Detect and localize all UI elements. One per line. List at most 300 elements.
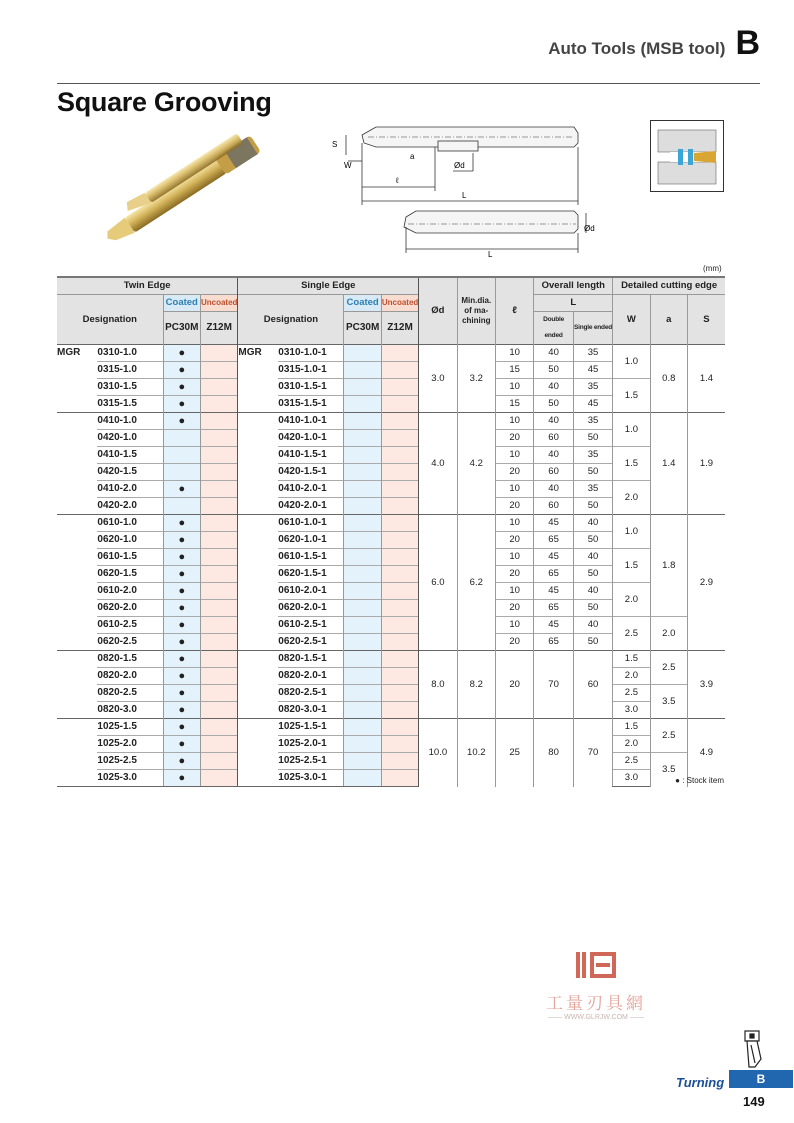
label-a: a	[410, 152, 415, 161]
length-l: 10	[495, 413, 533, 430]
length-l: 20	[495, 651, 533, 719]
twin-coated-stock: ●	[163, 685, 200, 702]
prefix-cell	[238, 413, 278, 430]
th-twin-edge: Twin Edge	[57, 277, 238, 295]
th-twin-designation: Designation	[57, 295, 163, 345]
single-designation: 0620-1.5-1	[278, 566, 344, 583]
od-value: 8.0	[419, 651, 457, 719]
single-uncoated-stock	[381, 770, 418, 787]
twin-designation: 0310-1.5	[97, 379, 163, 396]
twin-uncoated-stock	[200, 583, 237, 600]
prefix-cell	[57, 430, 97, 447]
single-uncoated-stock	[381, 447, 418, 464]
twin-uncoated-stock	[200, 447, 237, 464]
prefix-cell	[57, 498, 97, 515]
length-double: 65	[534, 600, 573, 617]
single-uncoated-stock	[381, 719, 418, 736]
twin-uncoated-stock	[200, 685, 237, 702]
header-rule	[57, 83, 760, 84]
single-designation: 0315-1.5-1	[278, 396, 344, 413]
twin-designation: 1025-2.5	[97, 753, 163, 770]
twin-designation: 0420-2.0	[97, 498, 163, 515]
single-coated-stock	[344, 617, 381, 634]
twin-uncoated-stock	[200, 668, 237, 685]
single-uncoated-stock	[381, 651, 418, 668]
single-designation: 0610-1.0-1	[278, 515, 344, 532]
label-od2: Ød	[584, 224, 595, 233]
length-single: 50	[573, 600, 612, 617]
twin-coated-stock: ●	[163, 413, 200, 430]
twin-designation: 0820-1.5	[97, 651, 163, 668]
single-coated-stock	[344, 379, 381, 396]
footer-section-label: Turning	[676, 1075, 725, 1090]
length-double: 50	[534, 396, 573, 413]
length-l: 10	[495, 345, 533, 362]
twin-coated-stock: ●	[163, 617, 200, 634]
twin-coated-stock: ●	[163, 345, 200, 362]
prefix-cell	[238, 617, 278, 634]
table-row	[57, 668, 725, 685]
single-uncoated-stock	[381, 362, 418, 379]
footer-section-letter: B	[729, 1070, 793, 1088]
watermark-text: 工量刃具網	[546, 994, 646, 1013]
single-coated-stock	[344, 753, 381, 770]
th-single-coated: Coated	[344, 295, 381, 312]
single-uncoated-stock	[381, 549, 418, 566]
th-single-ended: Single ended	[573, 312, 612, 345]
twin-coated-stock: ●	[163, 600, 200, 617]
prefix-cell	[57, 583, 97, 600]
length-single: 45	[573, 396, 612, 413]
single-uncoated-stock	[381, 600, 418, 617]
twin-designation: 0820-2.5	[97, 685, 163, 702]
twin-coated-stock	[163, 447, 200, 464]
prefix-cell	[238, 396, 278, 413]
single-designation: 0310-1.5-1	[278, 379, 344, 396]
prefix-cell	[238, 362, 278, 379]
length-single: 50	[573, 532, 612, 549]
length-double: 65	[534, 532, 573, 549]
label-w: W	[344, 161, 352, 170]
th-l-small: ℓ	[495, 277, 533, 345]
single-designation: 0420-2.0-1	[278, 498, 344, 515]
length-double: 40	[534, 447, 573, 464]
prefix-cell	[238, 379, 278, 396]
min-dia-value: 6.2	[457, 515, 495, 651]
twin-designation: 0620-2.0	[97, 600, 163, 617]
single-coated-stock	[344, 583, 381, 600]
length-l: 20	[495, 430, 533, 447]
length-double: 60	[534, 464, 573, 481]
length-double: 45	[534, 583, 573, 600]
single-coated-stock	[344, 345, 381, 362]
single-designation: 0310-1.0-1	[278, 345, 344, 362]
twin-designation: 0420-1.0	[97, 430, 163, 447]
a-value: 1.8	[650, 515, 687, 617]
prefix-cell	[57, 668, 97, 685]
length-ls: 70	[573, 719, 612, 787]
label-s: S	[332, 140, 338, 149]
single-designation: 1025-3.0-1	[278, 770, 344, 787]
twin-coated-stock: ●	[163, 770, 200, 787]
length-l: 15	[495, 362, 533, 379]
length-single: 40	[573, 549, 612, 566]
s-value: 2.9	[687, 515, 725, 651]
twin-designation: 0315-1.5	[97, 396, 163, 413]
page-number: 149	[743, 1094, 765, 1109]
technical-drawing	[328, 113, 608, 263]
table-row	[57, 736, 725, 753]
length-l: 20	[495, 532, 533, 549]
prefix-cell	[57, 617, 97, 634]
w-value: 1.5	[613, 719, 650, 736]
twin-coated-stock: ●	[163, 379, 200, 396]
length-l: 10	[495, 583, 533, 600]
twin-designation: 0410-2.0	[97, 481, 163, 498]
prefix-cell	[57, 634, 97, 651]
twin-coated-stock: ●	[163, 532, 200, 549]
single-designation: 1025-2.5-1	[278, 753, 344, 770]
twin-uncoated-stock	[200, 770, 237, 787]
th-pc30m-single: PC30M	[344, 312, 381, 345]
twin-designation: 0620-1.0	[97, 532, 163, 549]
single-designation: 0420-1.5-1	[278, 464, 344, 481]
single-uncoated-stock	[381, 634, 418, 651]
twin-uncoated-stock	[200, 736, 237, 753]
th-W: W	[613, 295, 650, 345]
single-designation: 0820-2.0-1	[278, 668, 344, 685]
length-single: 35	[573, 481, 612, 498]
single-uncoated-stock	[381, 583, 418, 600]
twin-uncoated-stock	[200, 362, 237, 379]
twin-designation: 0610-2.0	[97, 583, 163, 600]
twin-coated-stock: ●	[163, 702, 200, 719]
od-value: 10.0	[419, 719, 457, 787]
table-row	[57, 617, 725, 634]
twin-coated-stock	[163, 430, 200, 447]
single-uncoated-stock	[381, 753, 418, 770]
length-ls: 60	[573, 651, 612, 719]
length-single: 40	[573, 617, 612, 634]
prefix-cell	[57, 753, 97, 770]
a-value: 2.5	[650, 719, 687, 753]
spec-table-body	[57, 345, 725, 787]
prefix-cell	[238, 464, 278, 481]
w-value: 1.0	[613, 413, 650, 447]
th-S: S	[687, 295, 725, 345]
twin-uncoated-stock	[200, 481, 237, 498]
page-title: Square Grooving	[57, 87, 272, 117]
twin-designation: 0410-1.5	[97, 447, 163, 464]
single-designation: 0620-2.5-1	[278, 634, 344, 651]
table-row	[57, 549, 725, 566]
twin-designation: 1025-2.0	[97, 736, 163, 753]
twin-designation: 1025-3.0	[97, 770, 163, 787]
single-coated-stock	[344, 651, 381, 668]
single-coated-stock	[344, 413, 381, 430]
twin-coated-stock: ●	[163, 719, 200, 736]
twin-coated-stock: ●	[163, 583, 200, 600]
table-row	[57, 702, 725, 719]
min-dia-value: 10.2	[457, 719, 495, 787]
single-coated-stock	[344, 668, 381, 685]
length-double: 40	[534, 413, 573, 430]
single-coated-stock	[344, 481, 381, 498]
length-single: 50	[573, 634, 612, 651]
length-l: 20	[495, 600, 533, 617]
single-designation: 0410-1.5-1	[278, 447, 344, 464]
length-single: 50	[573, 464, 612, 481]
section-header	[548, 24, 760, 63]
prefix-cell	[57, 685, 97, 702]
single-designation: 0620-1.0-1	[278, 532, 344, 549]
single-designation: 0410-2.0-1	[278, 481, 344, 498]
single-coated-stock	[344, 685, 381, 702]
table-row	[57, 770, 725, 787]
single-coated-stock	[344, 362, 381, 379]
prefix-cell	[238, 515, 278, 532]
label-l-small: ℓ	[396, 176, 399, 185]
a-value: 0.8	[650, 345, 687, 413]
single-uncoated-stock	[381, 345, 418, 362]
section-title: Auto Tools (MSB tool)	[548, 39, 726, 58]
spec-table	[57, 276, 725, 787]
length-l: 10	[495, 549, 533, 566]
twin-uncoated-stock	[200, 719, 237, 736]
w-value: 1.5	[613, 651, 650, 668]
watermark-logo-icon	[528, 948, 664, 989]
th-min-dia: Min.dia. of ma- chining	[457, 277, 495, 345]
twin-coated-stock: ●	[163, 515, 200, 532]
twin-designation: 0620-1.5	[97, 566, 163, 583]
single-designation: 0820-1.5-1	[278, 651, 344, 668]
w-value: 2.5	[613, 753, 650, 770]
a-value: 2.5	[650, 651, 687, 685]
prefix-cell	[57, 600, 97, 617]
prefix-cell	[238, 753, 278, 770]
a-value: 3.5	[650, 685, 687, 719]
prefix-cell	[57, 447, 97, 464]
twin-coated-stock: ●	[163, 753, 200, 770]
single-coated-stock	[344, 532, 381, 549]
w-value: 2.0	[613, 583, 650, 617]
prefix-cell	[238, 685, 278, 702]
th-single-uncoated: Uncoated	[381, 295, 418, 312]
twin-uncoated-stock	[200, 345, 237, 362]
twin-designation: 0610-2.5	[97, 617, 163, 634]
length-l: 10	[495, 617, 533, 634]
twin-coated-stock: ●	[163, 396, 200, 413]
length-l: 20	[495, 464, 533, 481]
twin-coated-stock: ●	[163, 668, 200, 685]
single-designation: 1025-1.5-1	[278, 719, 344, 736]
single-uncoated-stock	[381, 379, 418, 396]
th-single-designation: Designation	[238, 295, 344, 345]
w-value: 1.0	[613, 345, 650, 379]
single-uncoated-stock	[381, 413, 418, 430]
table-row	[57, 651, 725, 668]
w-value: 2.5	[613, 617, 650, 651]
twin-coated-stock	[163, 464, 200, 481]
prefix-cell	[57, 566, 97, 583]
length-single: 40	[573, 583, 612, 600]
label-l-big: L	[462, 191, 467, 200]
th-twin-uncoated: Uncoated	[200, 295, 237, 312]
prefix-cell	[238, 481, 278, 498]
prefix-cell	[57, 549, 97, 566]
turning-tool-icon	[741, 1029, 769, 1069]
th-z12m-single: Z12M	[381, 312, 418, 345]
prefix-cell	[238, 583, 278, 600]
twin-uncoated-stock	[200, 396, 237, 413]
length-double: 65	[534, 566, 573, 583]
prefix-cell	[238, 736, 278, 753]
length-double: 60	[534, 430, 573, 447]
length-double: 45	[534, 549, 573, 566]
single-designation: 0610-2.5-1	[278, 617, 344, 634]
twin-designation: 0610-1.5	[97, 549, 163, 566]
single-uncoated-stock	[381, 464, 418, 481]
w-value: 2.0	[613, 668, 650, 685]
length-single: 35	[573, 413, 612, 430]
single-designation: 0620-2.0-1	[278, 600, 344, 617]
prefix-cell	[238, 498, 278, 515]
prefix-cell	[238, 447, 278, 464]
prefix-cell	[238, 770, 278, 787]
single-uncoated-stock	[381, 532, 418, 549]
twin-designation: 0410-1.0	[97, 413, 163, 430]
prefix-cell	[57, 464, 97, 481]
th-L: L	[534, 295, 613, 312]
prefix-cell	[238, 651, 278, 668]
single-designation: 0610-2.0-1	[278, 583, 344, 600]
single-uncoated-stock	[381, 736, 418, 753]
s-value: 3.9	[687, 651, 725, 719]
twin-designation: 0820-2.0	[97, 668, 163, 685]
length-l: 20	[495, 498, 533, 515]
prefix-cell	[238, 634, 278, 651]
single-uncoated-stock	[381, 566, 418, 583]
min-dia-value: 8.2	[457, 651, 495, 719]
prefix-cell	[238, 430, 278, 447]
twin-coated-stock: ●	[163, 481, 200, 498]
prefix-cell	[57, 651, 97, 668]
th-z12m: Z12M	[200, 312, 237, 345]
th-od: Ød	[419, 277, 457, 345]
twin-uncoated-stock	[200, 532, 237, 549]
twin-uncoated-stock	[200, 498, 237, 515]
twin-designation: 0315-1.0	[97, 362, 163, 379]
twin-uncoated-stock	[200, 430, 237, 447]
prefix-cell	[57, 396, 97, 413]
prefix-cell	[57, 362, 97, 379]
twin-designation: 0420-1.5	[97, 464, 163, 481]
single-coated-stock	[344, 498, 381, 515]
table-row	[57, 345, 725, 362]
w-value: 3.0	[613, 770, 650, 787]
prefix-cell	[57, 532, 97, 549]
length-l: 20	[495, 566, 533, 583]
length-double: 40	[534, 481, 573, 498]
prefix-cell	[238, 566, 278, 583]
prefix-cell: MGR	[238, 345, 278, 362]
twin-coated-stock: ●	[163, 736, 200, 753]
w-value: 1.5	[613, 447, 650, 481]
th-single-edge: Single Edge	[238, 277, 419, 295]
w-value: 1.5	[613, 379, 650, 413]
table-row	[57, 753, 725, 770]
twin-coated-stock: ●	[163, 566, 200, 583]
twin-designation: 0620-2.5	[97, 634, 163, 651]
single-uncoated-stock	[381, 498, 418, 515]
prefix-cell	[238, 719, 278, 736]
single-coated-stock	[344, 600, 381, 617]
twin-designation: 0820-3.0	[97, 702, 163, 719]
single-coated-stock	[344, 549, 381, 566]
length-double: 45	[534, 515, 573, 532]
twin-coated-stock: ●	[163, 651, 200, 668]
min-dia-value: 3.2	[457, 345, 495, 413]
length-double: 40	[534, 379, 573, 396]
twin-uncoated-stock	[200, 566, 237, 583]
twin-coated-stock	[163, 498, 200, 515]
twin-uncoated-stock	[200, 515, 237, 532]
w-value: 2.0	[613, 481, 650, 515]
prefix-cell	[57, 413, 97, 430]
th-overall-length: Overall length	[534, 277, 613, 295]
length-single: 50	[573, 566, 612, 583]
single-uncoated-stock	[381, 481, 418, 498]
single-uncoated-stock	[381, 685, 418, 702]
table-row	[57, 583, 725, 600]
product-photo	[92, 132, 282, 257]
length-l: 10	[495, 379, 533, 396]
twin-uncoated-stock	[200, 413, 237, 430]
single-coated-stock	[344, 430, 381, 447]
od-value: 3.0	[419, 345, 457, 413]
length-ld: 80	[534, 719, 573, 787]
table-row	[57, 515, 725, 532]
table-row	[57, 447, 725, 464]
twin-coated-stock: ●	[163, 362, 200, 379]
prefix-cell	[57, 770, 97, 787]
prefix-cell: MGR	[57, 345, 97, 362]
single-designation: 0410-1.0-1	[278, 413, 344, 430]
th-twin-coated: Coated	[163, 295, 200, 312]
stock-note: ● : Stock item	[675, 776, 724, 785]
twin-uncoated-stock	[200, 753, 237, 770]
length-single: 35	[573, 379, 612, 396]
table-row	[57, 719, 725, 736]
length-l: 10	[495, 481, 533, 498]
length-double: 60	[534, 498, 573, 515]
single-coated-stock	[344, 736, 381, 753]
a-value: 1.4	[650, 413, 687, 515]
table-row	[57, 685, 725, 702]
min-dia-value: 4.2	[457, 413, 495, 515]
length-single: 35	[573, 447, 612, 464]
twin-coated-stock: ●	[163, 549, 200, 566]
th-a: a	[650, 295, 687, 345]
length-l: 10	[495, 515, 533, 532]
single-coated-stock	[344, 634, 381, 651]
single-uncoated-stock	[381, 430, 418, 447]
watermark	[528, 948, 664, 1021]
prefix-cell	[238, 668, 278, 685]
length-single: 45	[573, 362, 612, 379]
prefix-cell	[238, 702, 278, 719]
length-double: 65	[534, 634, 573, 651]
